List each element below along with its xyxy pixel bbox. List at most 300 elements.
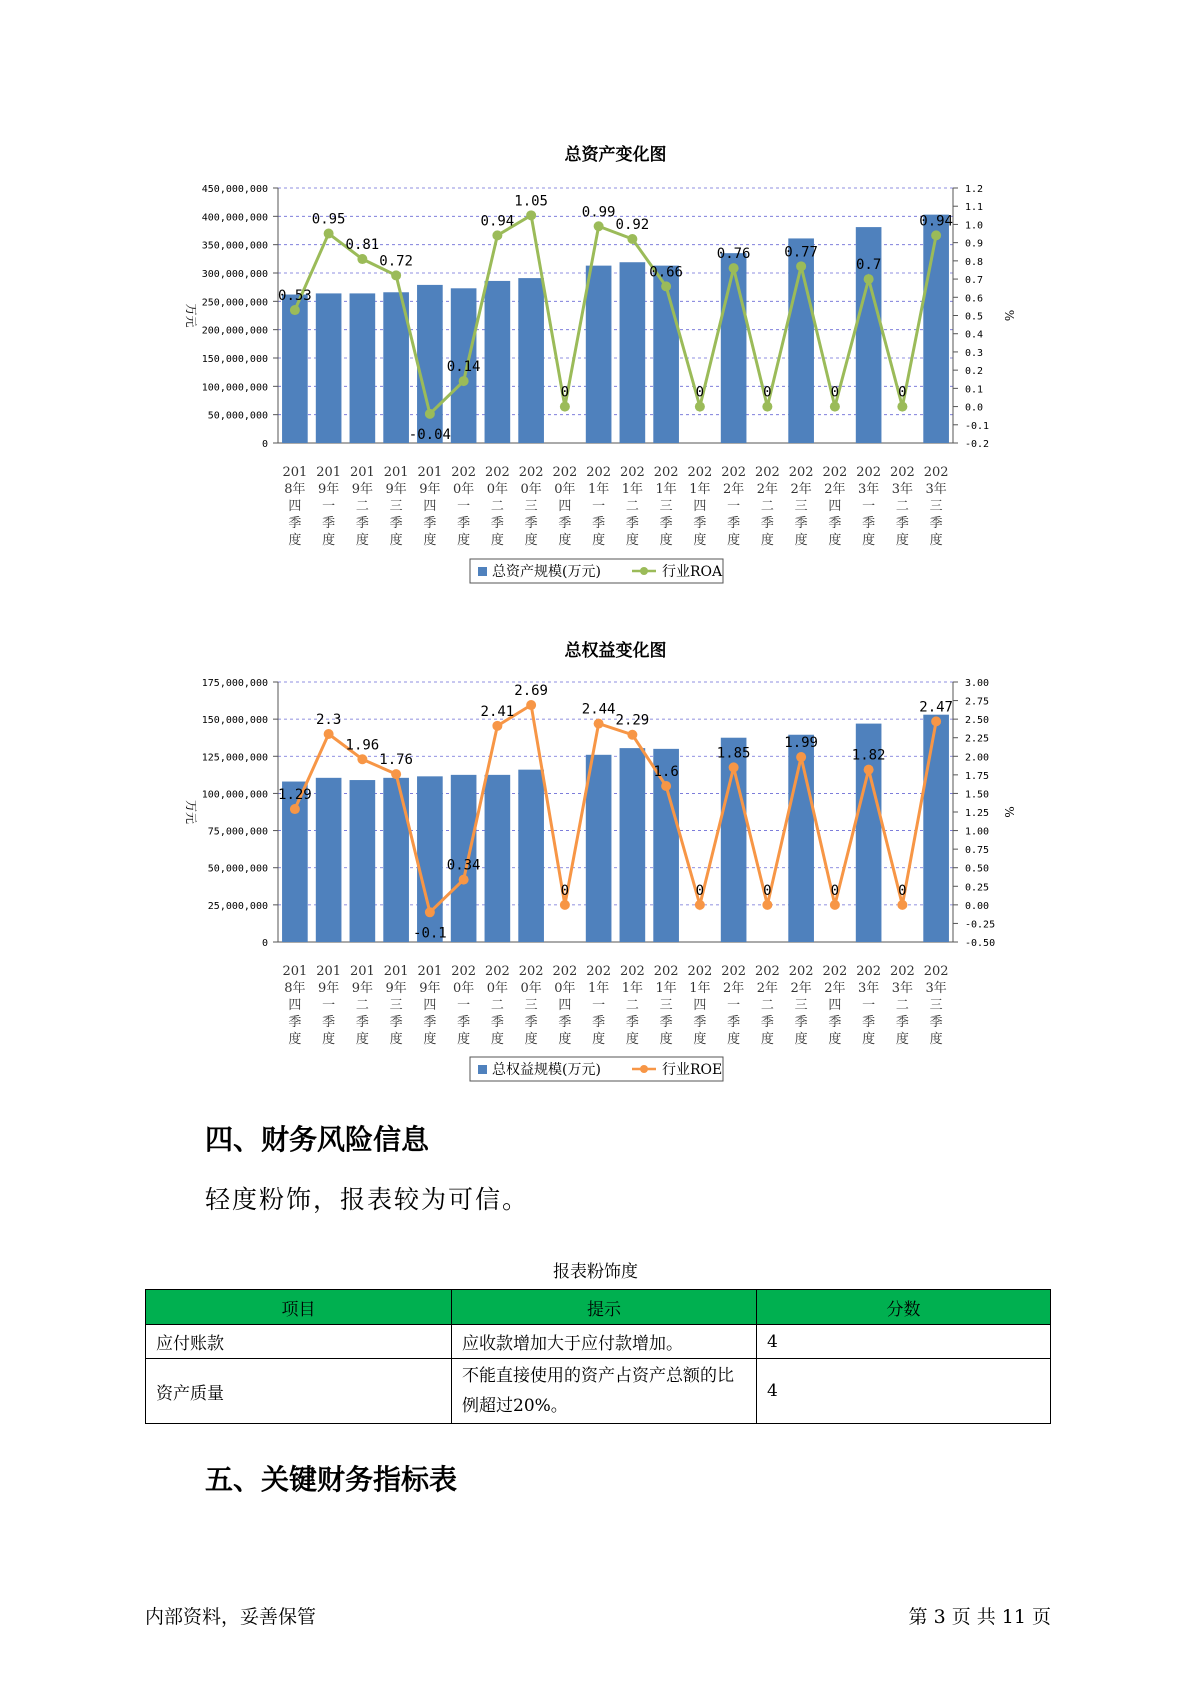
x-tick-label: 季 — [423, 516, 437, 531]
x-tick-label: 季 — [288, 516, 302, 531]
bar — [282, 295, 308, 443]
data-label: 0 — [560, 384, 570, 401]
chart-title: 总权益变化图 — [564, 641, 667, 661]
x-tick-label: 季 — [592, 516, 606, 531]
x-tick-label: 一 — [727, 499, 741, 514]
x-tick-label: 度 — [760, 533, 774, 548]
x-tick-label: 度 — [524, 1032, 538, 1047]
y-tick-label: 0 — [261, 938, 268, 949]
x-tick-label: 度 — [355, 1032, 369, 1047]
x-tick-label: 二 — [625, 998, 639, 1013]
x-tick-label: 度 — [389, 1032, 403, 1047]
bar — [518, 278, 544, 443]
x-tick-label: 四 — [693, 998, 707, 1013]
data-label: 0.95 — [311, 211, 346, 228]
data-label: 1.6 — [653, 764, 679, 780]
x-tick-label: 9年 — [351, 482, 374, 497]
x-tick-label: 度 — [524, 533, 538, 548]
x-tick-label: 201 — [282, 964, 308, 979]
x-tick-label: 1年 — [689, 981, 711, 996]
x-tick-label: 度 — [862, 533, 876, 548]
x-tick-label: 季 — [524, 1015, 538, 1030]
line-point — [492, 230, 502, 240]
x-tick-label: 一 — [862, 998, 876, 1013]
x-tick-label: 202 — [552, 465, 578, 480]
section-4-text: 轻度粉饰，报表较为可信。 — [205, 1185, 530, 1214]
y-tick-label: 150,000,000 — [201, 715, 268, 727]
x-tick-label: 季 — [592, 1015, 606, 1030]
x-tick-label: 三 — [659, 998, 673, 1013]
bar — [350, 293, 376, 443]
x-tick-label: 3年 — [857, 981, 880, 996]
x-tick-label: 季 — [322, 516, 336, 531]
footer-page: 第 3 页 共 11 页 — [908, 1606, 1051, 1628]
x-tick-label: 度 — [929, 533, 943, 548]
x-tick-label: 度 — [592, 533, 606, 548]
line-point — [526, 210, 536, 220]
x-tick-label: 202 — [923, 964, 949, 979]
data-label: 0.94 — [480, 213, 515, 230]
y2-tick-label: 0.8 — [965, 256, 984, 268]
x-tick-label: 季 — [794, 516, 808, 531]
x-tick-label: 季 — [862, 1015, 876, 1030]
line-point — [762, 900, 772, 910]
x-tick-label: 2年 — [790, 981, 812, 996]
legend-bar-swatch — [478, 567, 487, 576]
x-tick-label: 度 — [625, 1032, 639, 1047]
bar — [485, 281, 511, 443]
x-tick-label: 三 — [929, 998, 943, 1013]
data-label: 1.29 — [278, 787, 312, 804]
x-tick-label: 202 — [788, 465, 814, 480]
x-tick-label: 201 — [383, 964, 409, 979]
y-axis-label: 万元 — [184, 799, 198, 825]
header-hint: 提示 — [452, 1290, 757, 1325]
bar — [788, 735, 814, 942]
line-point — [897, 402, 907, 412]
bar — [586, 266, 612, 443]
x-tick-label: 2年 — [756, 981, 779, 996]
x-tick-label: 季 — [558, 516, 572, 531]
x-tick-label: 一 — [862, 499, 876, 514]
y2-tick-label: 0.0 — [965, 402, 984, 414]
data-label: -0.04 — [408, 426, 451, 443]
x-tick-label: 9年 — [419, 981, 441, 996]
x-tick-label: 季 — [558, 1015, 572, 1030]
y2-tick-label: 0.4 — [965, 329, 984, 341]
row-hint: 不能直接使用的资产占资产总额的比例超过20%。 — [452, 1359, 757, 1424]
x-tick-label: 季 — [355, 1015, 369, 1030]
x-tick-label: 二 — [895, 998, 909, 1013]
line-point — [695, 900, 705, 910]
x-tick-label: 201 — [349, 465, 375, 480]
x-tick-label: 202 — [619, 465, 645, 480]
x-tick-label: 一 — [322, 998, 336, 1013]
y2-tick-label: 2.25 — [965, 733, 990, 745]
x-tick-label: 三 — [929, 499, 943, 514]
data-label: 0 — [560, 882, 570, 899]
x-tick-label: 202 — [856, 465, 882, 480]
x-tick-label: 202 — [923, 465, 949, 480]
x-tick-label: 一 — [322, 499, 336, 514]
x-tick-label: 201 — [282, 465, 308, 480]
x-tick-label: 季 — [794, 1015, 808, 1030]
data-label: 0.76 — [716, 246, 751, 263]
header-item: 项目 — [146, 1290, 452, 1325]
bar — [350, 780, 376, 942]
x-tick-label: 季 — [490, 1015, 504, 1030]
x-tick-label: 季 — [490, 516, 504, 531]
x-tick-label: 度 — [794, 1032, 808, 1047]
y-tick-label: 450,000,000 — [201, 184, 268, 195]
x-tick-label: 度 — [423, 1032, 437, 1047]
x-tick-label: 三 — [389, 998, 403, 1013]
y2-tick-label: 0.00 — [965, 900, 990, 912]
x-tick-label: 202 — [889, 964, 915, 979]
line-point — [391, 769, 401, 779]
data-label: 0.34 — [446, 857, 481, 874]
line-point — [324, 229, 334, 239]
x-tick-label: 四 — [423, 998, 437, 1013]
line-point — [830, 900, 840, 910]
line-point — [627, 234, 637, 244]
x-tick-label: 1年 — [621, 981, 644, 996]
x-tick-label: 四 — [288, 499, 302, 514]
y-tick-label: 100,000,000 — [201, 382, 268, 394]
x-tick-label: 三 — [389, 499, 403, 514]
line-point — [729, 263, 739, 273]
data-label: 2.29 — [615, 712, 650, 729]
data-label: 1.05 — [514, 193, 548, 210]
x-tick-label: 2年 — [824, 482, 846, 497]
x-tick-label: 1年 — [621, 482, 644, 497]
legend-line-marker — [640, 567, 648, 575]
x-tick-label: 0年 — [486, 981, 509, 996]
x-tick-label: 度 — [322, 1032, 336, 1047]
y2-tick-label: 0.5 — [965, 311, 984, 323]
x-tick-label: 0年 — [520, 482, 542, 497]
y2-tick-label: 1.2 — [965, 184, 984, 195]
data-label: 0 — [695, 882, 705, 899]
x-tick-label: 季 — [929, 1015, 943, 1030]
y2-tick-label: 0.9 — [965, 238, 984, 250]
x-tick-label: 度 — [794, 533, 808, 548]
x-tick-label: 二 — [895, 499, 909, 514]
row-score: 4 — [757, 1359, 1051, 1424]
x-tick-label: 度 — [659, 1032, 673, 1047]
data-label: 0 — [898, 384, 907, 401]
x-tick-label: 季 — [693, 516, 707, 531]
x-tick-label: 度 — [457, 533, 471, 548]
y-tick-label: 200,000,000 — [201, 325, 268, 337]
bar — [316, 778, 342, 942]
bar — [485, 775, 511, 942]
x-tick-label: 度 — [929, 1032, 943, 1047]
data-label: 2.3 — [315, 712, 342, 728]
line-point — [762, 402, 772, 412]
line-point — [594, 719, 604, 729]
x-tick-label: 度 — [288, 533, 302, 548]
bar — [383, 778, 409, 942]
y-tick-label: 50,000,000 — [207, 410, 268, 422]
x-tick-label: 度 — [693, 1032, 707, 1047]
x-tick-label: 季 — [760, 1015, 774, 1030]
data-label: 0 — [763, 882, 772, 899]
x-tick-label: 四 — [558, 499, 572, 514]
x-tick-label: 0年 — [452, 981, 475, 996]
x-tick-label: 8年 — [284, 482, 306, 497]
y2-axis-label: % — [1002, 309, 1016, 322]
x-tick-label: 201 — [349, 964, 375, 979]
data-label: 0.14 — [446, 359, 481, 376]
legend-bar-label: 总权益规模(万元) — [492, 1062, 601, 1078]
line-point — [931, 716, 941, 726]
x-tick-label: 202 — [788, 964, 814, 979]
x-tick-label: 2年 — [722, 981, 745, 996]
data-label: 0.53 — [278, 288, 312, 305]
x-tick-label: 9年 — [385, 482, 407, 497]
x-tick-label: 度 — [558, 533, 572, 548]
x-tick-label: 三 — [659, 499, 673, 514]
x-tick-label: 9年 — [385, 981, 407, 996]
y-tick-label: 350,000,000 — [201, 240, 268, 252]
x-tick-label: 度 — [862, 1032, 876, 1047]
x-tick-label: 二 — [490, 499, 504, 514]
x-tick-label: 0年 — [486, 482, 509, 497]
x-tick-label: 一 — [457, 499, 471, 514]
x-tick-label: 三 — [794, 998, 808, 1013]
x-tick-label: 1年 — [587, 981, 610, 996]
x-tick-label: 度 — [659, 533, 673, 548]
y2-tick-label: -0.50 — [965, 938, 996, 949]
line-point — [729, 762, 739, 772]
x-tick-label: 季 — [659, 1015, 673, 1030]
data-label: -0.1 — [413, 925, 447, 942]
y2-tick-label: 1.1 — [965, 202, 984, 214]
data-label: 1.85 — [716, 745, 751, 762]
y-tick-label: 50,000,000 — [207, 863, 268, 875]
x-tick-label: 季 — [828, 516, 842, 531]
row-hint: 应收款增加大于应付款增加。 — [452, 1325, 757, 1359]
line-point — [661, 281, 671, 291]
data-label: 1.82 — [851, 747, 886, 764]
line-point — [661, 781, 671, 791]
x-tick-label: 9年 — [317, 981, 340, 996]
data-label: 0 — [763, 384, 772, 401]
line-point — [627, 730, 637, 740]
x-tick-label: 季 — [625, 516, 639, 531]
total-equity-chart-svg — [0, 630, 1191, 1100]
y2-tick-label: 2.75 — [965, 696, 990, 708]
x-tick-label: 季 — [322, 1015, 336, 1030]
x-tick-label: 1年 — [587, 482, 610, 497]
x-tick-label: 度 — [895, 1032, 909, 1047]
line-point — [425, 907, 435, 917]
legend-bar-swatch — [478, 1065, 487, 1074]
legend-line-marker — [640, 1065, 648, 1073]
y-tick-label: 125,000,000 — [201, 752, 268, 764]
data-label: 0.99 — [581, 204, 616, 221]
y2-tick-label: 1.0 — [965, 220, 984, 232]
x-tick-label: 季 — [423, 1015, 437, 1030]
x-tick-label: 季 — [929, 516, 943, 531]
total-assets-chart — [0, 0, 1191, 600]
x-tick-label: 202 — [687, 465, 713, 480]
bar — [721, 253, 747, 443]
y2-tick-label: -0.1 — [965, 420, 990, 432]
x-tick-label: 2年 — [722, 482, 745, 497]
legend-line-label: 行业ROE — [662, 1062, 723, 1078]
y2-tick-label: 0.50 — [965, 863, 990, 875]
section-4-title: 四、财务风险信息 — [205, 1123, 430, 1156]
data-label: 1.99 — [784, 735, 818, 752]
x-tick-label: 二 — [355, 998, 369, 1013]
line-point — [796, 752, 806, 762]
bar — [620, 748, 646, 942]
y2-tick-label: 1.75 — [965, 770, 990, 782]
x-tick-label: 202 — [552, 964, 578, 979]
line-point — [695, 402, 705, 412]
x-tick-label: 度 — [389, 533, 403, 548]
y-axis-label: 万元 — [184, 303, 198, 328]
x-tick-label: 201 — [316, 964, 342, 979]
bar — [923, 715, 949, 942]
y2-tick-label: 0.1 — [965, 384, 984, 396]
data-label: 0.66 — [649, 264, 683, 281]
y-tick-label: 250,000,000 — [201, 297, 268, 309]
x-tick-label: 度 — [288, 1032, 302, 1047]
x-tick-label: 季 — [727, 516, 741, 531]
line-point — [459, 875, 469, 885]
chart-title: 总资产变化图 — [564, 145, 667, 165]
data-label: 0.72 — [379, 253, 413, 270]
x-tick-label: 2年 — [790, 482, 812, 497]
bar — [923, 215, 949, 443]
x-tick-label: 度 — [322, 533, 336, 548]
x-tick-label: 二 — [625, 499, 639, 514]
y-tick-label: 75,000,000 — [207, 826, 268, 838]
x-tick-label: 季 — [862, 516, 876, 531]
x-tick-label: 8年 — [284, 981, 306, 996]
x-tick-label: 三 — [524, 998, 538, 1013]
x-tick-label: 202 — [889, 465, 915, 480]
x-tick-label: 度 — [355, 533, 369, 548]
line-point — [594, 221, 604, 231]
x-tick-label: 季 — [457, 516, 471, 531]
y2-tick-label: -0.25 — [965, 919, 996, 931]
x-tick-label: 季 — [895, 516, 909, 531]
line-point — [796, 261, 806, 271]
x-tick-label: 202 — [687, 964, 713, 979]
footer-left: 内部资料，妥善保管 — [145, 1606, 317, 1628]
y2-tick-label: -0.2 — [965, 439, 990, 450]
x-tick-label: 1年 — [655, 482, 677, 497]
x-tick-label: 一 — [592, 499, 606, 514]
bar — [316, 293, 342, 443]
x-tick-label: 0年 — [520, 981, 542, 996]
x-tick-label: 201 — [417, 465, 443, 480]
data-label: 0.92 — [615, 217, 650, 233]
data-label: 0 — [695, 384, 705, 401]
x-tick-label: 四 — [828, 499, 842, 514]
y2-tick-label: 0.25 — [965, 882, 990, 894]
bar — [620, 262, 646, 443]
data-label: 0.81 — [345, 237, 380, 254]
x-tick-label: 季 — [457, 1015, 471, 1030]
risk-table-header-row — [146, 1290, 1051, 1325]
total-equity-chart — [0, 630, 1191, 1100]
x-tick-label: 三 — [524, 499, 538, 514]
x-tick-label: 0年 — [452, 482, 475, 497]
x-tick-label: 0年 — [554, 981, 576, 996]
data-label: 0.77 — [784, 244, 818, 261]
x-tick-label: 四 — [558, 998, 572, 1013]
bar — [653, 266, 679, 443]
x-tick-label: 3年 — [925, 981, 947, 996]
line-point — [425, 409, 435, 419]
data-label: 0.7 — [855, 257, 882, 274]
y2-tick-label: 0.3 — [965, 347, 984, 359]
risk-table-caption: 报表粉饰度 — [553, 1262, 638, 1282]
x-tick-label: 202 — [586, 465, 612, 480]
x-tick-label: 202 — [653, 465, 679, 480]
y-tick-label: 300,000,000 — [201, 269, 268, 280]
x-tick-label: 四 — [423, 499, 437, 514]
x-tick-label: 四 — [693, 499, 707, 514]
x-tick-label: 202 — [856, 964, 882, 979]
data-label: 0 — [830, 384, 840, 401]
x-tick-label: 度 — [490, 533, 504, 548]
x-tick-label: 201 — [383, 465, 409, 480]
y2-tick-label: 0.2 — [965, 366, 984, 378]
x-tick-label: 201 — [316, 465, 342, 480]
x-tick-label: 202 — [822, 964, 848, 979]
x-tick-label: 9年 — [317, 482, 340, 497]
row-item: 应付账款 — [146, 1325, 452, 1359]
x-tick-label: 3年 — [891, 482, 914, 497]
x-tick-label: 202 — [822, 465, 848, 480]
y-tick-label: 0 — [261, 439, 268, 450]
x-tick-label: 202 — [721, 964, 747, 979]
data-label: 1.76 — [379, 752, 413, 769]
y2-tick-label: 0.6 — [965, 293, 984, 305]
x-tick-label: 二 — [355, 499, 369, 514]
line-point — [492, 721, 502, 731]
section-5-title: 五、关键财务指标表 — [205, 1463, 458, 1496]
x-tick-label: 1年 — [689, 482, 711, 497]
x-tick-label: 四 — [828, 998, 842, 1013]
line-point — [391, 270, 401, 280]
x-tick-label: 度 — [727, 533, 741, 548]
x-tick-label: 202 — [484, 465, 510, 480]
x-tick-label: 2年 — [824, 981, 846, 996]
y-tick-label: 175,000,000 — [201, 678, 268, 689]
x-tick-label: 9年 — [351, 981, 374, 996]
x-tick-label: 季 — [760, 516, 774, 531]
line-point — [357, 254, 367, 264]
x-tick-label: 202 — [619, 964, 645, 979]
y-tick-label: 150,000,000 — [201, 354, 268, 365]
y-tick-label: 100,000,000 — [201, 789, 268, 801]
x-tick-label: 二 — [760, 499, 774, 514]
data-label: 2.44 — [581, 701, 616, 718]
x-tick-label: 季 — [693, 1015, 707, 1030]
x-tick-label: 202 — [451, 964, 477, 979]
x-tick-label: 度 — [457, 1032, 471, 1047]
x-tick-label: 季 — [288, 1015, 302, 1030]
line-point — [290, 804, 300, 814]
x-tick-label: 202 — [518, 964, 544, 979]
